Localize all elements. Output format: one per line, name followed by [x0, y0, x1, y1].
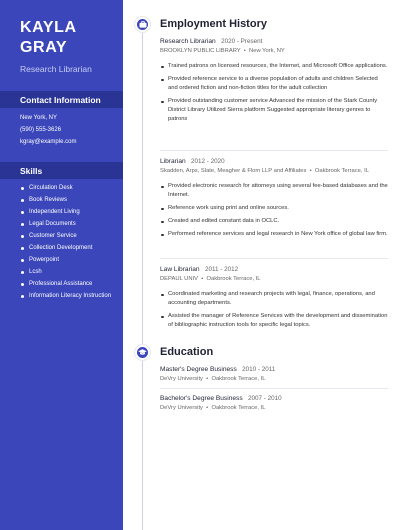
skills-list: [20, 184, 111, 304]
skill-item: Circulation Desk: [20, 184, 111, 196]
skills-heading: Skills: [0, 162, 123, 179]
divider: [160, 258, 388, 259]
job-location: Oakbrook Terrace, IL: [206, 276, 261, 282]
briefcase-icon: [135, 17, 150, 32]
job-bullet: Coordinated marketing and research projects with legal, finance, operations, and accounting departments.: [160, 290, 388, 308]
job-title: Librarian: [160, 158, 186, 165]
skill-item: Powerpoint: [20, 256, 111, 268]
divider: [160, 150, 388, 151]
contact-location: New York, NY: [20, 115, 58, 121]
employment-heading: Employment History: [160, 18, 267, 30]
skill-item: Information Literacy Instruction: [20, 292, 111, 304]
job-title: Research Librarian: [160, 38, 216, 45]
education-heading: Education: [160, 346, 214, 358]
job-meta: Skadden, Arps, Slate, Meagher & Flom LLP and Affiliates • Oakbrook Terrace, IL: [160, 168, 369, 174]
job-title: Law Librarian: [160, 266, 200, 273]
contact-email[interactable]: kgray@example.com: [20, 139, 77, 145]
job-bullet: Trained patrons on licensed resources, the Internet, and Microsoft Office applications.: [160, 62, 388, 71]
candidate-title: Research Librarian: [20, 64, 92, 74]
job-bullet: Assisted the manager of Reference Services with the development and dissemination of bibliographic instruction tools for specific legal topics.: [160, 312, 388, 330]
job-bullets: [160, 62, 388, 124]
education-dates: 2010 - 2011: [242, 366, 276, 373]
education-meta: DeVry University • Oakbrook Terrace, IL: [160, 405, 266, 411]
job-dates: 2011 - 2012: [204, 266, 239, 273]
job-bullet: Provided outstanding customer service Advanced the mission of the Stark County District Library Utilized Sierra platform Suggested appropriate literary genres to patrons: [160, 97, 388, 124]
job-bullet: Provided electronic research for attorneys using several fee-based databases and the Internet.: [160, 182, 388, 200]
contact-phone: (590) 555-3626: [20, 127, 62, 133]
first-name: KAYLA: [20, 19, 77, 36]
skill-item: Legal Documents: [20, 220, 111, 232]
job-employer: BROOKLYN PUBLIC LIBRARY: [160, 48, 241, 54]
graduation-cap-icon: [135, 345, 150, 360]
job-bullets: [160, 182, 388, 239]
job-title-line: [160, 38, 262, 45]
divider: [160, 388, 388, 389]
skill-item: Independent Living: [20, 208, 111, 220]
skill-item: Customer Service: [20, 232, 111, 244]
job-meta: BROOKLYN PUBLIC LIBRARY • New York, NY: [160, 48, 285, 54]
job-location: Oakbrook Terrace, IL: [314, 168, 369, 174]
education-title-line: [160, 366, 275, 373]
job-title-line: [160, 266, 238, 273]
skill-item: Book Reviews: [20, 196, 111, 208]
skill-item: Professional Assistance: [20, 280, 111, 292]
education-location: Oakbrook Terrace, IL: [211, 376, 266, 382]
education-location: Oakbrook Terrace, IL: [211, 405, 266, 411]
school: DeVry University: [160, 376, 203, 382]
job-location: New York, NY: [249, 48, 285, 54]
job-dates: 2020 - Present: [221, 38, 263, 45]
job-employer: Skadden, Arps, Slate, Meagher & Flom LLP and Affiliates: [160, 168, 307, 174]
degree: Bachelor's Degree Business: [160, 395, 243, 402]
skill-item: Collection Development: [20, 244, 111, 256]
job-bullet: Provided reference service to a diverse population of adults and children Selected and ordered fiction and non-fiction titles for the adult collection: [160, 75, 388, 93]
job-bullets: [160, 290, 388, 330]
sidebar: [0, 0, 123, 530]
skill-item: Lcsh: [20, 268, 111, 280]
timeline-line: [142, 26, 143, 530]
job-meta: DEPAUL UNIV • Oakbrook Terrace, IL: [160, 276, 261, 282]
job-employer: DEPAUL UNIV: [160, 276, 199, 282]
degree: Master's Degree Business: [160, 366, 237, 373]
contact-heading: Contact Information: [0, 91, 123, 108]
candidate-name: [20, 18, 77, 58]
job-bullet: Created and edited constant data in OCLC.: [160, 217, 388, 226]
job-dates: 2012 - 2020: [191, 158, 225, 165]
job-bullet: Reference work using print and online sources.: [160, 204, 388, 213]
education-meta: DeVry University • Oakbrook Terrace, IL: [160, 376, 266, 382]
education-dates: 2007 - 2010: [247, 395, 282, 402]
last-name: GRAY: [20, 39, 68, 56]
job-title-line: [160, 158, 225, 165]
education-title-line: [160, 395, 282, 402]
school: DeVry University: [160, 405, 203, 411]
job-bullet: Performed reference services and legal research in New York office of global law firm.: [160, 230, 388, 239]
